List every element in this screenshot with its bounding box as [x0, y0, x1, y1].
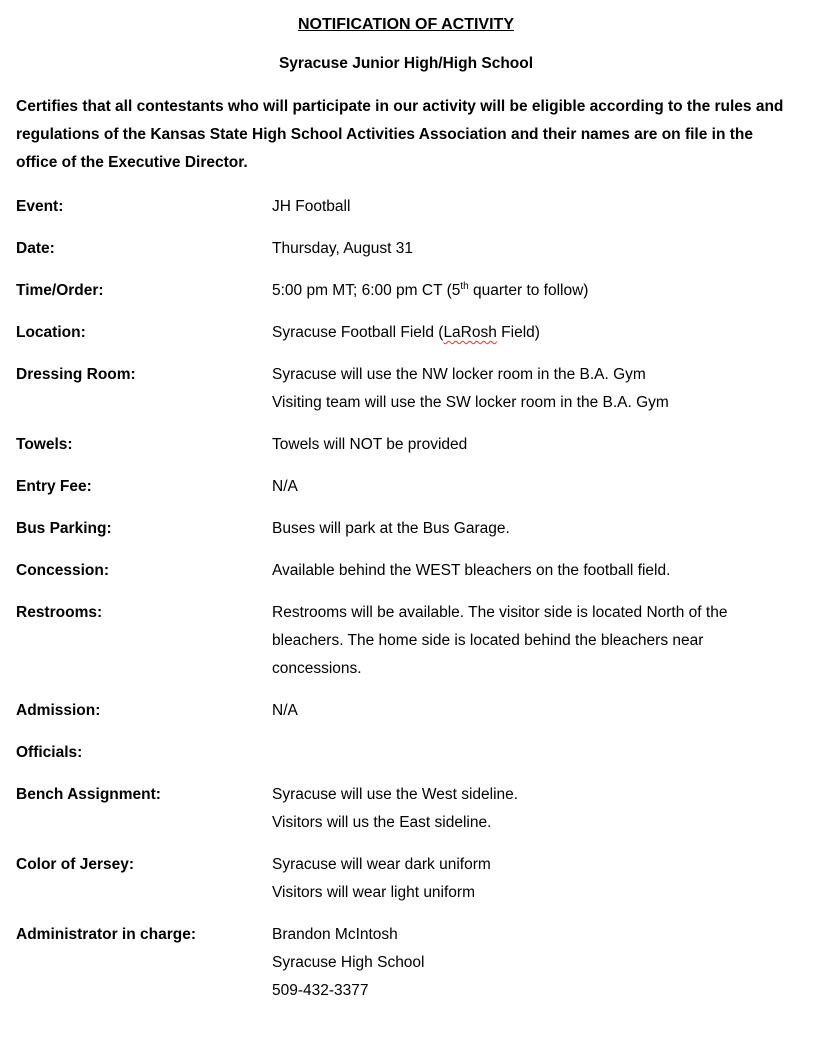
- field-row: [16, 557, 796, 585]
- field-value-line: Syracuse will use the NW locker room in the B.A. Gym: [272, 366, 646, 383]
- field-value-line: Syracuse High School: [272, 954, 425, 971]
- field-value-line: N/A: [272, 478, 298, 495]
- field-label: Restrooms:: [16, 604, 103, 621]
- field-value: [272, 431, 796, 459]
- field-label: Event:: [16, 198, 64, 215]
- field-label: Officials:: [16, 744, 83, 761]
- field-value: [272, 235, 796, 263]
- field-label: Concession:: [16, 562, 110, 579]
- field-value-line: Towels will NOT be provided: [272, 436, 468, 453]
- field-row: [16, 235, 796, 263]
- field-row: [16, 361, 796, 417]
- field-row: [16, 739, 796, 767]
- field-value-line: 509-432-3377: [272, 982, 369, 999]
- field-row: [16, 921, 796, 1005]
- field-label: Admission:: [16, 702, 101, 719]
- field-value: [272, 193, 796, 221]
- field-value-line: Visitors will wear light uniform: [272, 884, 475, 901]
- field-value: [272, 277, 796, 305]
- document-title: NOTIFICATION OF ACTIVITY: [298, 16, 514, 33]
- field-row: [16, 277, 796, 305]
- field-row: [16, 473, 796, 501]
- field-value-line: Brandon McIntosh: [272, 926, 398, 943]
- field-value-line: Restrooms will be available. The visitor side is located North of the bleachers. The home side is located behind the bleachers near concessions.: [272, 604, 728, 677]
- field-row: [16, 319, 796, 347]
- field-value: [272, 781, 796, 837]
- spellcheck-word: LaRosh: [443, 324, 497, 341]
- field-value-line: N/A: [272, 702, 298, 719]
- field-value: [272, 473, 796, 501]
- field-label: Color of Jersey:: [16, 856, 135, 873]
- text-segment: Syracuse Football Field (: [272, 324, 444, 341]
- field-value-line: Visiting team will use the SW locker room in the B.A. Gym: [272, 394, 669, 411]
- field-value-line: Buses will park at the Bus Garage.: [272, 520, 510, 537]
- field-label: Towels:: [16, 436, 73, 453]
- fields-list: [16, 193, 796, 1005]
- field-value: [272, 557, 796, 585]
- text-segment: quarter to follow): [468, 282, 589, 299]
- text-segment: Field): [496, 324, 540, 341]
- field-label: Date:: [16, 240, 55, 257]
- field-label: Bench Assignment:: [16, 786, 161, 803]
- field-value: [272, 697, 796, 725]
- text-segment: 5:00 pm MT; 6:00 pm CT (5: [272, 282, 461, 299]
- field-label: Dressing Room:: [16, 366, 136, 383]
- field-label: Bus Parking:: [16, 520, 112, 537]
- field-value-line: Visitors will us the East sideline.: [272, 814, 492, 831]
- field-row: [16, 781, 796, 837]
- field-row: [16, 697, 796, 725]
- field-label: Entry Fee:: [16, 478, 92, 495]
- field-value: [272, 515, 796, 543]
- certification-paragraph: Certifies that all contestants who will participate in our activity will be eligible according to the rules and regulations of the Kansas State High School Activities Association and their names are on file in the office of the Executive Director.: [16, 98, 784, 171]
- field-value: [272, 851, 796, 907]
- field-label: Administrator in charge:: [16, 926, 196, 943]
- field-value-line: Thursday, August 31: [272, 240, 414, 257]
- field-value: [272, 921, 796, 1005]
- superscript-text: th: [460, 280, 469, 292]
- field-value-line: Syracuse will use the West sideline.: [272, 786, 519, 803]
- field-value-line: [272, 319, 796, 347]
- field-row: [16, 515, 796, 543]
- field-label: Time/Order:: [16, 282, 104, 299]
- field-label: Location:: [16, 324, 86, 341]
- field-value-line: JH Football: [272, 198, 351, 215]
- field-row: [16, 599, 796, 683]
- field-value-line: [272, 277, 796, 305]
- field-value: [272, 361, 796, 417]
- school-name: Syracuse Junior High/High School: [278, 55, 534, 72]
- field-value: [272, 319, 796, 347]
- field-row: [16, 193, 796, 221]
- field-row: [16, 851, 796, 907]
- field-value: [272, 599, 796, 683]
- field-value-line: Syracuse will wear dark uniform: [272, 856, 491, 873]
- field-row: [16, 431, 796, 459]
- field-value-line: Available behind the WEST bleachers on the football field.: [272, 562, 671, 579]
